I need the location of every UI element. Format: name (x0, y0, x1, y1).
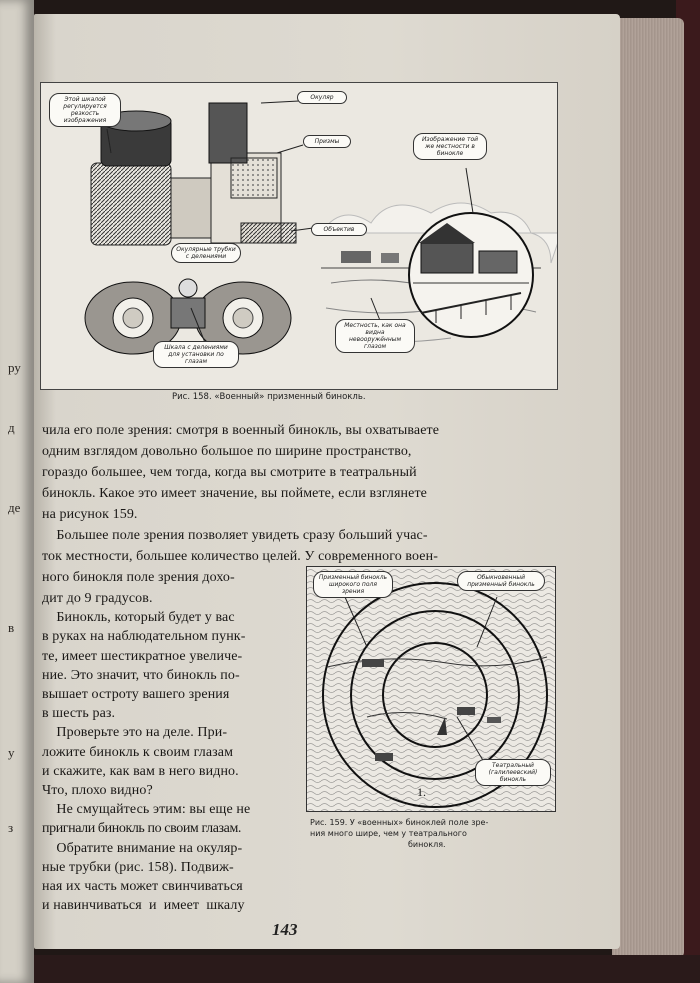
callout-scale-divisions: Шкала с делениями для установки по глазам (153, 341, 239, 368)
body-line: Большее поле зрения позволяет увидеть сразу больший учас- (42, 528, 428, 543)
body-line: Бинокль, который будет у вас (42, 610, 235, 626)
figure-158-illustration (40, 82, 558, 390)
left-page-sliver (0, 0, 34, 983)
body-line: в шесть раз. (42, 706, 116, 722)
callout-magnified-view: Изображение той же местности в бинокле (413, 133, 487, 160)
callout-naked-eye-view: Местность, как она видна невооружённым глазом (335, 319, 415, 353)
body-line: бинокль. Какое это имеет значение, вы поймете, если взглянете (42, 486, 427, 501)
body-line: Проверьте это на деле. При- (42, 725, 228, 741)
left-page-text: де (8, 500, 21, 515)
body-line: и навинчиваться и имеет шкалу (42, 898, 245, 914)
body-line: и скажите, как вам в него видно. (42, 763, 239, 779)
body-line: вышает остроту вашего зрения (42, 687, 230, 702)
body-line: те, имеет шестикратное увеличе- (42, 648, 243, 664)
figure-159-caption-line: ния много шире, чем у театрального (310, 829, 467, 838)
body-line: в руках на наблюдательном пунк- (42, 629, 246, 645)
body-line: дит до 9 градусов. (42, 591, 153, 606)
binocular-drawing (41, 83, 557, 389)
left-page-text: д (8, 420, 15, 435)
book-cover-bottom (0, 955, 700, 983)
body-line: гораздо большее, чем тогда, когда вы смотрите в театральный (42, 465, 417, 480)
body-line: одним взглядом довольно большое по ширине пространство, (42, 444, 412, 459)
callout-focus-scale: Этой шкалой регулируется резкость изображения (49, 93, 121, 127)
body-line: ные трубки (рис. 158). Подвиж- (42, 859, 234, 875)
left-page-text: в (8, 620, 15, 635)
callout-eyepiece-tubes: Окулярные трубки с делениями (171, 243, 241, 263)
left-page-text: у (8, 745, 15, 760)
figure-159-illustration (306, 566, 556, 812)
body-line: ток местности, большее количество целей. У современного воен- (42, 549, 438, 564)
callout-prisms: Призмы (303, 135, 351, 148)
body-line: Что, плохо видно? (42, 783, 153, 798)
left-page-text: ру (8, 360, 21, 375)
body-line: ложите бинокль к своим глазам (42, 744, 234, 760)
body-line: пригнали бинокль по своим глазам. (42, 821, 242, 837)
callout-wide-field: Призменный бинокль широкого поля зрения (313, 571, 393, 598)
page-stack-edge (612, 18, 684, 958)
body-line: на рисунок 159. (42, 507, 138, 522)
body-line: ного бинокля поле зрения дохо- (42, 570, 235, 585)
callout-eyepiece: Окуляр (297, 91, 347, 104)
left-page-text: з (8, 820, 14, 835)
figure-159-caption-line: бинокля. (408, 840, 446, 849)
callout-theatre-binocular: Театральный (галилеевский) бинокль (475, 759, 551, 786)
figure-159-label: 1. (417, 785, 426, 799)
callout-ordinary-prism: Обыкновенный призменный бинокль (457, 571, 545, 591)
figure-159-caption-line: Рис. 159. У «военных» биноклей поле зре- (310, 818, 489, 827)
body-line: ная их часть может свинчиваться (42, 879, 243, 894)
body-line: чила его поле зрения: смотря в военный бинокль, вы охватываете (42, 423, 440, 438)
callout-objective: Объектив (311, 223, 367, 236)
figure-158-caption: Рис. 158. «Военный» призменный бинокль. (172, 392, 366, 402)
body-line: Не смущайтесь этим: вы еще не (42, 802, 251, 818)
body-line: Обратите внимание на окуляр- (42, 840, 243, 856)
page-number: 143 (272, 920, 298, 939)
body-line: ние. Это значит, что бинокль по- (42, 667, 240, 683)
